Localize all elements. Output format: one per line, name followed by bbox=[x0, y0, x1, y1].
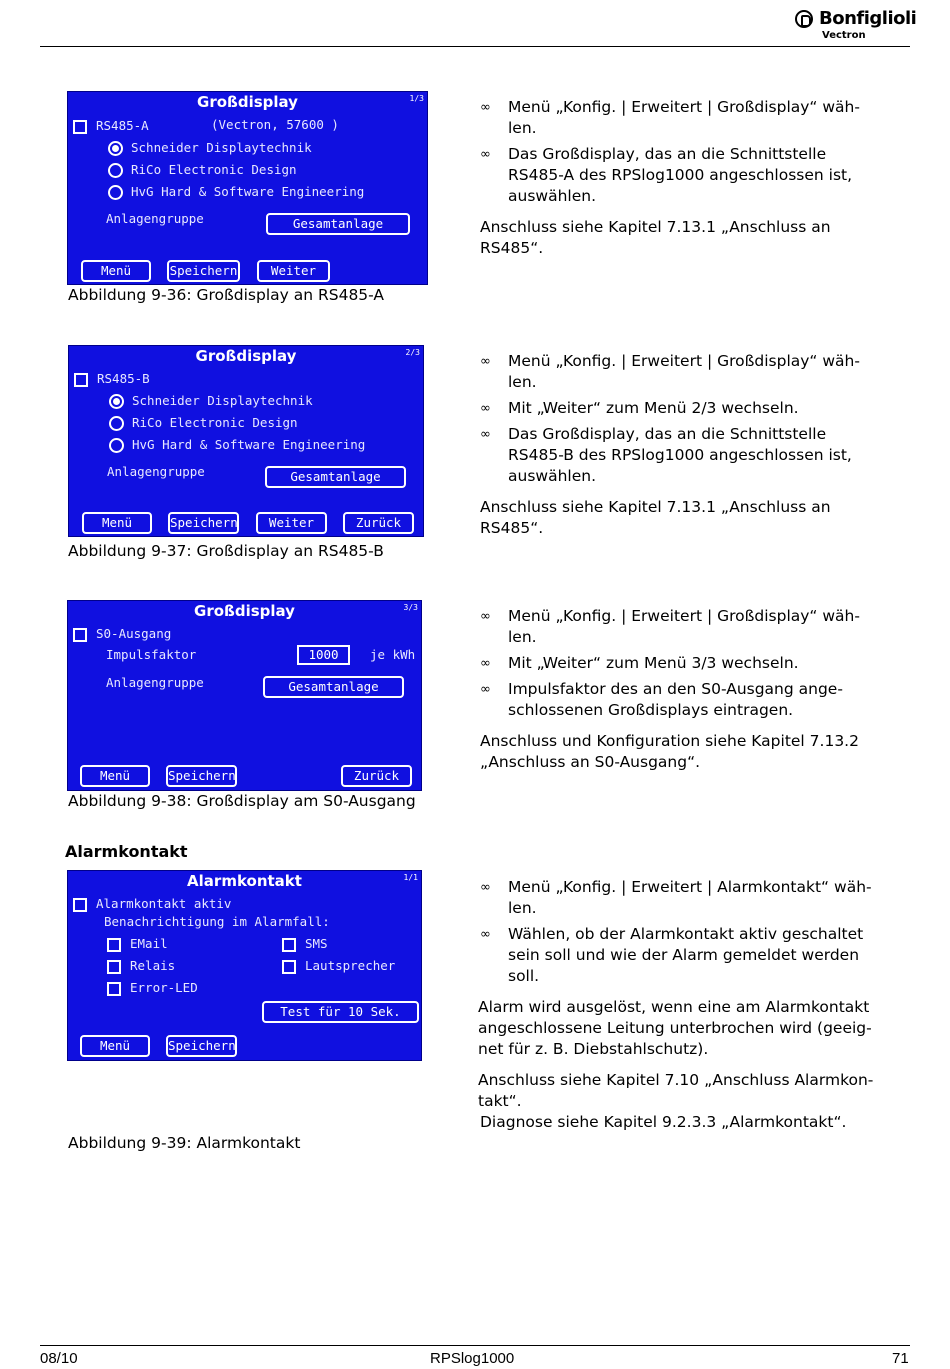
radio-label-3: HvG Hard & Software Engineering bbox=[131, 184, 365, 199]
bullet-icon: ∞ bbox=[480, 100, 491, 115]
error-led-checkbox[interactable] bbox=[107, 982, 121, 996]
paragraph: Anschluss siehe Kapitel 7.13.1 „Anschluss an RS485“. bbox=[480, 218, 831, 257]
next-button[interactable]: Weiter bbox=[256, 512, 327, 534]
footer-rule bbox=[40, 1345, 910, 1346]
relay-label: Relais bbox=[130, 958, 176, 973]
paragraph: Anschluss siehe Kapitel 7.13.1 „Anschluss an RS485“. bbox=[480, 498, 831, 537]
radio-option-2[interactable] bbox=[109, 416, 124, 431]
sms-label: SMS bbox=[305, 936, 328, 951]
radio-option-3[interactable] bbox=[109, 438, 124, 453]
radio-option-1[interactable] bbox=[108, 141, 123, 156]
radio-label-2: RiCo Electronic Design bbox=[131, 162, 297, 177]
impulse-label: Impulsfaktor bbox=[106, 647, 197, 662]
list-item: ∞ Mit „Weiter“ zum Menü 2/3 wechseln. bbox=[480, 399, 799, 417]
relay-checkbox[interactable] bbox=[107, 960, 121, 974]
list-item: ∞ Impulsfaktor des an den S0-Ausgang ange-schlossenen Großdisplays eintragen. bbox=[480, 680, 843, 719]
screen-page-indicator: 1/3 bbox=[409, 94, 424, 103]
paragraph: Alarm wird ausgelöst, wenn eine am Alarmkontakt angeschlossene Leitung unterbrochen wird (geeig-net für z. B. Diebstahlschutz). bbox=[478, 998, 872, 1058]
header-rule bbox=[40, 46, 910, 47]
menu-button[interactable]: Menü bbox=[80, 1035, 150, 1057]
checkbox-label: RS485-B bbox=[97, 371, 150, 386]
instruction-list bbox=[480, 97, 875, 207]
group-label: Anlagengruppe bbox=[106, 211, 204, 226]
speaker-label: Lautsprecher bbox=[305, 958, 396, 973]
save-button[interactable]: Speichern bbox=[166, 765, 237, 787]
bonfiglioli-logo-icon bbox=[795, 10, 813, 28]
notify-label: Benachrichtigung im Alarmfall: bbox=[104, 914, 330, 929]
bullet-icon: ∞ bbox=[480, 427, 491, 442]
next-button[interactable]: Weiter bbox=[257, 260, 330, 282]
list-item: ∞ Menü „Konfig. | Erweitert | Großdisplay“ wäh-len. bbox=[480, 352, 860, 391]
figure-caption: Abbildung 9-36: Großdisplay an RS485-A bbox=[68, 286, 385, 304]
sms-checkbox[interactable] bbox=[282, 938, 296, 952]
screen-page-indicator: 2/3 bbox=[405, 348, 420, 357]
save-button[interactable]: Speichern bbox=[167, 260, 240, 282]
figure-caption: Abbildung 9-39: Alarmkontakt bbox=[68, 1134, 301, 1152]
paragraph: Anschluss siehe Kapitel 7.10 „Anschluss Alarmkon-takt“. bbox=[478, 1071, 874, 1110]
brand-name: Bonfiglioli bbox=[819, 8, 917, 29]
bullet-icon: ∞ bbox=[480, 401, 491, 416]
email-checkbox[interactable] bbox=[107, 938, 121, 952]
back-button[interactable]: Zurück bbox=[341, 765, 412, 787]
list-item: ∞ Menü „Konfig. | Erweitert | Großdisplay“ wäh-len. bbox=[480, 607, 860, 646]
screen-title: Alarmkontakt bbox=[187, 872, 302, 890]
error-led-label: Error-LED bbox=[130, 980, 198, 995]
screen-grossdisplay-s0 bbox=[67, 600, 422, 791]
rs485a-checkbox[interactable] bbox=[73, 120, 87, 134]
menu-button[interactable]: Menü bbox=[82, 512, 152, 534]
instruction-list bbox=[480, 606, 875, 721]
email-label: EMail bbox=[130, 936, 168, 951]
screen-page-indicator: 1/1 bbox=[403, 873, 418, 882]
rs485b-checkbox[interactable] bbox=[74, 373, 88, 387]
list-item: ∞ Das Großdisplay, das an die Schnittstelle RS485-B des RPSlog1000 angeschlossen ist, auswählen. bbox=[480, 425, 852, 485]
screen-title: Großdisplay bbox=[194, 602, 295, 620]
radio-label-3: HvG Hard & Software Engineering bbox=[132, 437, 366, 452]
s0-checkbox[interactable] bbox=[73, 628, 87, 642]
screen-alarmkontakt bbox=[67, 870, 422, 1061]
impulse-factor-input[interactable]: 1000 bbox=[297, 645, 350, 665]
screen-grossdisplay-rs485a bbox=[67, 91, 428, 285]
section-heading: Alarmkontakt bbox=[65, 842, 188, 861]
group-select-button[interactable]: Gesamtanlage bbox=[265, 466, 406, 488]
list-item: ∞ Menü „Konfig. | Erweitert | Großdisplay“ wäh-len. bbox=[480, 98, 860, 137]
footer-product: RPSlog1000 bbox=[430, 1350, 515, 1367]
radio-option-2[interactable] bbox=[108, 163, 123, 178]
bullet-icon: ∞ bbox=[480, 354, 491, 369]
back-button[interactable]: Zurück bbox=[343, 512, 414, 534]
radio-label-2: RiCo Electronic Design bbox=[132, 415, 298, 430]
figure-caption: Abbildung 9-38: Großdisplay am S0-Ausgang bbox=[68, 792, 416, 810]
figure-caption: Abbildung 9-37: Großdisplay an RS485-B bbox=[68, 542, 384, 560]
port-info: (Vectron, 57600 ) bbox=[211, 117, 339, 132]
radio-label-1: Schneider Displaytechnik bbox=[132, 393, 313, 408]
bullet-icon: ∞ bbox=[480, 927, 491, 942]
group-select-button[interactable]: Gesamtanlage bbox=[266, 213, 410, 235]
radio-label-1: Schneider Displaytechnik bbox=[131, 140, 312, 155]
list-item: ∞ Wählen, ob der Alarmkontakt aktiv geschaltet sein soll und wie der Alarm gemeldet werden soll. bbox=[480, 925, 864, 985]
group-label: Anlagengruppe bbox=[106, 675, 204, 690]
screen-page-indicator: 3/3 bbox=[403, 603, 418, 612]
radio-option-1[interactable] bbox=[109, 394, 124, 409]
test-button[interactable]: Test für 10 Sek. bbox=[262, 1001, 419, 1023]
radio-option-3[interactable] bbox=[108, 185, 123, 200]
list-item: ∞ Menü „Konfig. | Erweitert | Alarmkontakt“ wäh-len. bbox=[480, 878, 872, 917]
screen-title: Großdisplay bbox=[197, 93, 298, 111]
bullet-icon: ∞ bbox=[480, 147, 491, 162]
list-item: ∞ Mit „Weiter“ zum Menü 3/3 wechseln. bbox=[480, 654, 799, 672]
list-item: ∞ Das Großdisplay, das an die Schnittstelle RS485-A des RPSlog1000 angeschlossen ist, auswählen. bbox=[480, 145, 853, 205]
brand-sub: Vectron bbox=[822, 30, 866, 41]
bullet-icon: ∞ bbox=[480, 682, 491, 697]
screen-grossdisplay-rs485b bbox=[68, 345, 424, 537]
screen-title: Großdisplay bbox=[195, 347, 297, 365]
brand-logo bbox=[795, 8, 915, 44]
menu-button[interactable]: Menü bbox=[81, 260, 151, 282]
instruction-list bbox=[480, 877, 875, 987]
checkbox-label: S0-Ausgang bbox=[96, 626, 172, 641]
alarm-active-checkbox[interactable] bbox=[73, 898, 87, 912]
paragraph: Anschluss und Konfiguration siehe Kapitel 7.13.2 „Anschluss an S0-Ausgang“. bbox=[480, 732, 859, 771]
paragraph: Diagnose siehe Kapitel 9.2.3.3 „Alarmkontakt“. bbox=[480, 1113, 847, 1131]
footer-date: 08/10 bbox=[40, 1350, 78, 1367]
bullet-icon: ∞ bbox=[480, 609, 491, 624]
bullet-icon: ∞ bbox=[480, 880, 491, 895]
speaker-checkbox[interactable] bbox=[282, 960, 296, 974]
bullet-icon: ∞ bbox=[480, 656, 491, 671]
save-button[interactable]: Speichern bbox=[166, 1035, 237, 1057]
group-select-button[interactable]: Gesamtanlage bbox=[263, 676, 404, 698]
instruction-list bbox=[480, 351, 875, 487]
page-number: 71 bbox=[892, 1350, 909, 1367]
checkbox-label: Alarmkontakt aktiv bbox=[96, 896, 232, 911]
group-label: Anlagengruppe bbox=[107, 464, 205, 479]
impulse-unit: je kWh bbox=[370, 647, 416, 662]
menu-button[interactable]: Menü bbox=[80, 765, 150, 787]
save-button[interactable]: Speichern bbox=[168, 512, 239, 534]
checkbox-label: RS485-A bbox=[96, 118, 149, 133]
